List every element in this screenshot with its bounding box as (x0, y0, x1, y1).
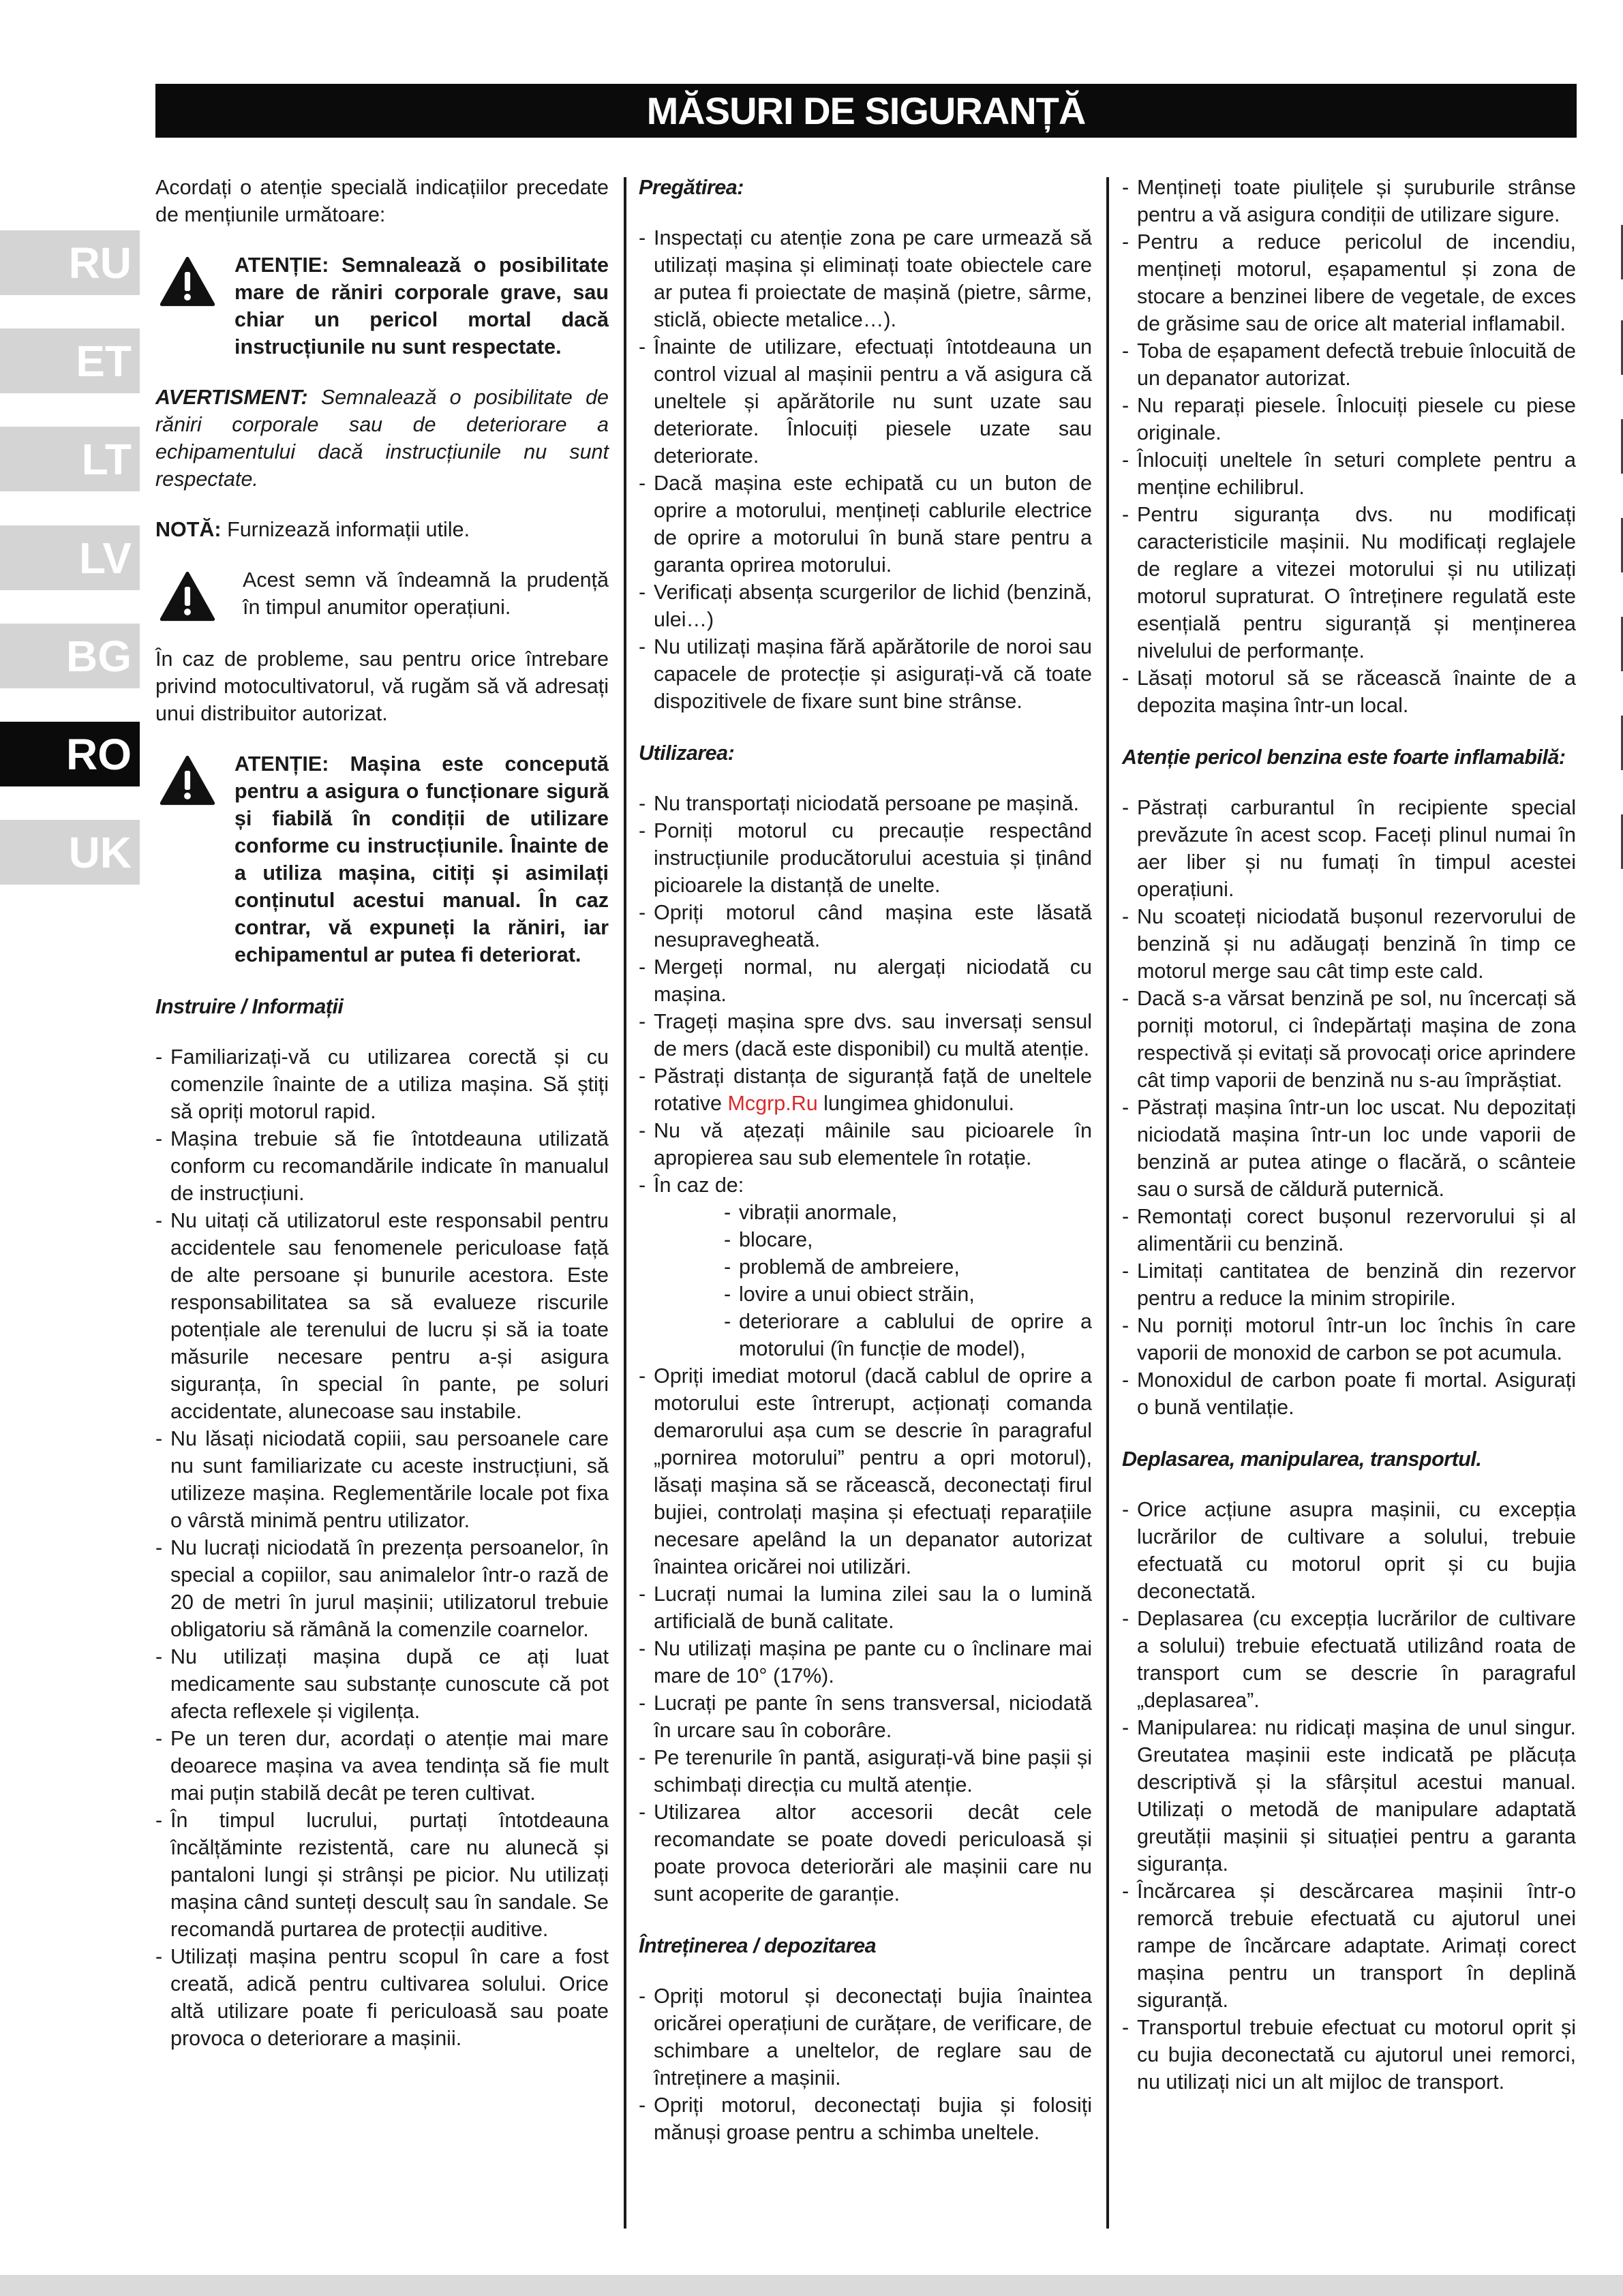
list-item: - lovire a unui obiect străin, (724, 1281, 1092, 1308)
list-item: - Familiarizați-vă cu utilizarea corectă și cu comenzile înainte de a utiliza mașina. Să știți să opriți motorul rapid. (155, 1043, 609, 1125)
list-item: - Nu utilizați mașina fără apărătorile de noroi sau capacele de protecție și asigurați-vă că toate dispozitivele de fixare sunt bine strânse. (639, 633, 1092, 715)
list-item: - deteriorare a cablului de oprire a motorului (în funcție de model), (724, 1308, 1092, 1362)
list-item: - Nu transportați niciodată persoane pe mașină. (639, 790, 1092, 817)
list-item: - Pentru siguranța dvs. nu modificați caracteristicile mașinii. Nu modificați reglajele de reglare a vitezei motorului și nu utilizați motorul supraturat. O întreținere regulată este esențială pentru siguranță și menținerea nivelului de performanțe. (1122, 501, 1576, 664)
list-item: - Lucrați pe pante în sens transversal, niciodată în urcare sau în coborâre. (639, 1689, 1092, 1744)
list-item: - În timpul lucrului, purtați întotdeauna încălțăminte rezistentă, care nu alunecă și pantaloni lungi și strânși pe picior. Nu utilizați mașina când sunteți desculț sau în sandale. Se recomandă purtarea de protecții auditive. (155, 1807, 609, 1943)
list-item: - Opriți motorul și deconectați bujia înaintea oricărei operațiuni de curățare, de verificare, de schimbare a uneltelor, de reglare sau de întreținere a mașinii. (639, 1983, 1092, 2092)
list-item: - Mergeți normal, nu alergați niciodată cu mașina. (639, 953, 1092, 1008)
pregatirea-list (639, 224, 1092, 715)
nota-paragraph (155, 516, 609, 543)
column-divider (1106, 177, 1109, 2229)
avertisment-label: AVERTISMENT: (155, 386, 308, 409)
list-item: - Nu reparați piesele. Înlocuiți piesele cu piese originale. (1122, 392, 1576, 446)
list-item: - Nu porniți motorul într-un loc închis în care vaporii de monoxid de carbon se pot acumula. (1122, 1312, 1576, 1366)
list-item: - Mențineți toate piulițele și șuruburile strânse pentru a vă asigura condiții de utilizare sigure. (1122, 174, 1576, 228)
list-item: - Dacă mașina este echipată cu un buton de oprire a motorului, mențineți cablurile electrice de oprire a motorului în bună stare pentru a garanta oprirea motorului. (639, 470, 1092, 579)
list-item: - Verificați absența scurgerilor de lichid (benzină, ulei…) (639, 579, 1092, 633)
list-item: - Inspectați cu atenție zona pe care urmează să utilizați mașina și eliminați toate obiectele care ar putea fi proiectate de mașină (pietre, sârme, sticlă, obiecte metalice…). (639, 224, 1092, 333)
list-item: - Opriți motorul, deconectați bujia și folosiți mănuși groase pentru a schimba uneltele. (639, 2092, 1092, 2146)
list-item: - Înlocuiți uneltele în seturi complete pentru a menține echilibrul. (1122, 446, 1576, 501)
warning-block-caution (155, 566, 609, 622)
list-item: - Nu vă ațezați mâinile sau picioarele în apropierea sau sub elementele în rotație. (639, 1117, 1092, 1172)
intretinere-continued-list (1122, 174, 1576, 719)
lang-tab-ru[interactable]: RU (0, 230, 140, 295)
list-item: - Orice acțiune asupra mașinii, cu excepția lucrărilor de cultivare a solului, trebuie efectuată cu motorul oprit și cu bujia deconectată. (1122, 1496, 1576, 1605)
warning-triangle-icon (160, 570, 215, 622)
list-item: - Păstrați mașina într-un loc uscat. Nu depozitați niciodată mașina într-un loc unde vaporii de benzină ar putea atinge o flacără, o scânteie sau o sursă de căldură puternică. (1122, 1094, 1576, 1203)
lang-tab-lv[interactable]: LV (0, 525, 140, 590)
distanta-text-start: Păstrați distanța de siguranță față de uneltele rotative (654, 1065, 1092, 1115)
list-item: - Păstrați carburantul în recipiente special prevăzute în acest scop. Faceți plinul numai în aer liber și nu fumați în timpul acestei operațiuni. (1122, 794, 1576, 903)
lang-tab-lt[interactable]: LT (0, 427, 140, 491)
distanta-text-end: lungimea ghidonului. (817, 1092, 1014, 1115)
list-item: - Pe terenurile în pantă, asigurați-vă bine pașii și schimbați direcția cu multă atenție. (639, 1744, 1092, 1798)
utilizarea-list (639, 790, 1092, 1199)
list-item: - Pe un teren dur, acordați o atenție mai mare deoarece mașina va avea tendința să fie mult mai puțin stabilă decât pe teren cultivat. (155, 1725, 609, 1807)
list-item: - În caz de: (639, 1172, 1092, 1199)
list-item: - Utilizarea altor accesorii decât cele recomandate se poate dovedi periculoasă și poate provoca deteriorări ale mașinii care nu sunt acoperite de garanție. (639, 1798, 1092, 1908)
caz-sublist (724, 1199, 1092, 1362)
intretinerea-list (639, 1983, 1092, 2146)
list-item: - Încărcarea și descărcarea mașinii într-o remorcă trebuie efectuată cu ajutorul unei rampe de încărcare adaptate. Arimați corect mașina pentru un transport în deplină siguranță. (1122, 1878, 1576, 2014)
list-item: - problemă de ambreiere, (724, 1253, 1092, 1281)
deplasarea-list (1122, 1496, 1576, 2096)
avertisment-text: Semnalează o posibilitate de răniri corporale sau de deteriorare a echipamentului dacă instrucțiunile nu sunt respectate. (155, 386, 609, 491)
watermark: Mcgrp.Ru (727, 1092, 818, 1115)
list-item: - vibrații anormale, (724, 1199, 1092, 1226)
page-title: MĂSURI DE SIGURANȚĂ (155, 84, 1577, 138)
list-item: - Opriți motorul când mașina este lăsată nesupravegheată. (639, 899, 1092, 953)
list-item: - Transportul trebuie efectuat cu motorul oprit și cu bujia deconectată cu ajutorul unei remorci, nu utilizați nici un alt mijloc de transport. (1122, 2014, 1576, 2096)
list-item: - Lucrați numai la lumina zilei sau la o lumină artificială de bună calitate. (639, 1580, 1092, 1635)
list-item: - blocare, (724, 1226, 1092, 1253)
list-item: - Nu lăsați niciodată copiii, sau persoanele care nu sunt familiarizate cu aceste instrucțiuni, să utilizeze mașina. Reglementările locale pot fixa o vârstă minimă pentru utilizator. (155, 1425, 609, 1534)
list-item: - Porniți motorul cu precauție respectând instrucțiunile producătorului acestuia și ținând picioarele la distanță de unelte. (639, 817, 1092, 899)
instruire-list (155, 1043, 609, 2052)
column-2 (639, 174, 1092, 2171)
utilizarea-list-continued (639, 1362, 1092, 1908)
lang-tab-et[interactable]: ET (0, 328, 140, 393)
probleme-text: În caz de probleme, sau pentru orice întrebare privind motocultivatorul, vă rugăm să vă adresați unui distribuitor autorizat. (155, 647, 609, 725)
pregatirea-heading: Pregătirea: (639, 176, 744, 199)
atentie-text: ATENȚIE: Semnalează o posibilitate mare de răniri corporale grave, sau chiar un pericol mortal dacă instrucțiunile nu sunt respectate. (234, 254, 609, 358)
list-item: - Mașina trebuie să fie întotdeauna utilizată conform cu recomandările indicate în manualul de instrucțiuni. (155, 1125, 609, 1207)
list-item: - Lăsați motorul să se răcească înainte de a depozita mașina într-un local. (1122, 664, 1576, 719)
list-item: - Nu scoateți niciodată bușonul rezervorului de benzină și nu adăugați benzină în timp ce motorul merge sau cât timp este cald. (1122, 903, 1576, 985)
lang-tab-bg[interactable]: BG (0, 624, 140, 688)
column-3 (1122, 174, 1576, 2120)
list-item: - Nu utilizați mașina după ce ați luat medicamente sau substanțe cunoscute că pot afecta reflexele și vigilența. (155, 1643, 609, 1725)
list-item: - Nu utilizați mașina pe pante cu o înclinare mai mare de 10° (17%). (639, 1635, 1092, 1689)
deplasarea-heading: Deplasarea, manipularea, transportul. (1122, 1448, 1482, 1471)
column-divider (624, 177, 626, 2229)
instruire-heading: Instruire / Informații (155, 995, 344, 1018)
list-item: - Manipularea: nu ridicați mașina de unul singur. Greutatea mașinii este indicată pe plăcuța descriptivă și la sfârșitul acestui manual. Utilizați o metodă de manipulare adaptată greutății mașinii și situației pentru a garanta siguranța. (1122, 1714, 1576, 1878)
list-item: - Remontați corect bușonul rezervorului și al alimentării cu benzină. (1122, 1203, 1576, 1257)
bottom-bar (0, 2275, 1623, 2296)
list-item: - Deplasarea (cu excepția lucrărilor de cultivare a solului) trebuie efectuată utilizând roata de transport cum se descrie în paragraful „deplasarea”. (1122, 1605, 1576, 1714)
nota-text: Furnizează informații utile. (227, 518, 470, 541)
list-item: - Trageți mașina spre dvs. sau inversați sensul de mers (dacă este disponibil) cu multă atenție. (639, 1008, 1092, 1062)
intro-text: Acordați o atenție specială indicațiilor precedate de mențiunile următoare: (155, 176, 609, 226)
list-item: - Opriți imediat motorul (dacă cablul de oprire a motorului este întrerupt, acționați comanda demarorului așa cum se descrie în paragraful „pornirea motorului” pentru a opri motorul), lăsați mașina să se răcească, deconectați firul bujiei, controlați mașina și efectuați reparațiile necesare apelând la un depanator autorizat înaintea oricărei noi utilizări. (639, 1362, 1092, 1580)
list-item: - Nu uitați că utilizatorul este responsabil pentru accidentele sau fenomenele periculoase față de alte persoane și bunurile acestora. Este responsabilitatea sa să evalueze riscurile potențiale ale terenului de lucru și să ia toate măsurile necesare pentru a-și asigura siguranța, în special în pante, pe soluri accidentate, alunecoase sau instabile. (155, 1207, 609, 1425)
list-item: - Pentru a reduce pericolul de incendiu, mențineți motorul, eșapamentul și zona de stocare a benzinei libere de vegetale, de exces de grăsime sau de orice alt material inflamabil. (1122, 228, 1576, 337)
warning-triangle-icon (160, 256, 215, 307)
avertisment-paragraph (155, 384, 609, 493)
semn-text: Acest semn vă îndeamnă la prudență în timpul anumitor operațiuni. (243, 568, 609, 619)
list-item (639, 1062, 1092, 1117)
benzina-list (1122, 794, 1576, 1421)
utilizarea-heading: Utilizarea: (639, 741, 735, 765)
list-item: - Înainte de utilizare, efectuați întotdeauna un control vizual al mașinii pentru a vă asigura că uneltele și apărătorile nu sunt uzate sau deteriorate. Înlocuiți piesele uzate sau deteriorate. (639, 333, 1092, 470)
warning-block-machine (155, 750, 609, 968)
warning-block-danger (155, 251, 609, 361)
warning-triangle-icon (160, 754, 215, 806)
lang-tab-uk[interactable]: UK (0, 820, 140, 885)
list-item: - Toba de eșapament defectă trebuie înlocuită de un depanator autorizat. (1122, 337, 1576, 392)
list-item: - Nu lucrați niciodată în prezența persoanelor, în special a copiilor, sau animalelor într-o rază de 20 de metri în jurul mașinii; utilizatorul trebuie obligatoriu să rămână la comenzile coarnelor. (155, 1534, 609, 1643)
lang-tab-ro[interactable]: RO (0, 722, 140, 786)
benzina-heading: Atenție pericol benzina este foarte inflamabilă: (1122, 746, 1566, 769)
list-item: - Utilizați mașina pentru scopul în care a fost creată, adică pentru cultivarea solului. Orice altă utilizare poate fi periculoasă sau poate provoca o deteriorare a mașinii. (155, 1943, 609, 2052)
list-item: - Dacă s-a vărsat benzină pe sol, nu încercați să porniți motorul, ci îndepărtați mașina de zona respectivă și evitați să provocați orice aprindere cât timp vaporii de benzină nu s-au împrăștiat. (1122, 985, 1576, 1094)
intretinerea-heading: Întreținerea / depozitarea (639, 1934, 877, 1957)
atentie-masina-text: ATENȚIE: Mașina este concepută pentru a asigura o funcționare sigură și fiabilă în condiții de utilizare conforme cu instrucțiunile. Înainte de a utiliza mașina, citiți și asimilați conținutul acestui manual. În caz contrar, vă expuneți la răniri, iar echipamentul ar putea fi deteriorat. (234, 752, 609, 966)
list-item: - Monoxidul de carbon poate fi mortal. Asigurați o bună ventilație. (1122, 1366, 1576, 1421)
column-1 (155, 174, 609, 2077)
list-item: - Limitați cantitatea de benzină din rezervor pentru a reduce la minim stropirile. (1122, 1257, 1576, 1312)
nota-label: NOTĂ: (155, 518, 222, 541)
